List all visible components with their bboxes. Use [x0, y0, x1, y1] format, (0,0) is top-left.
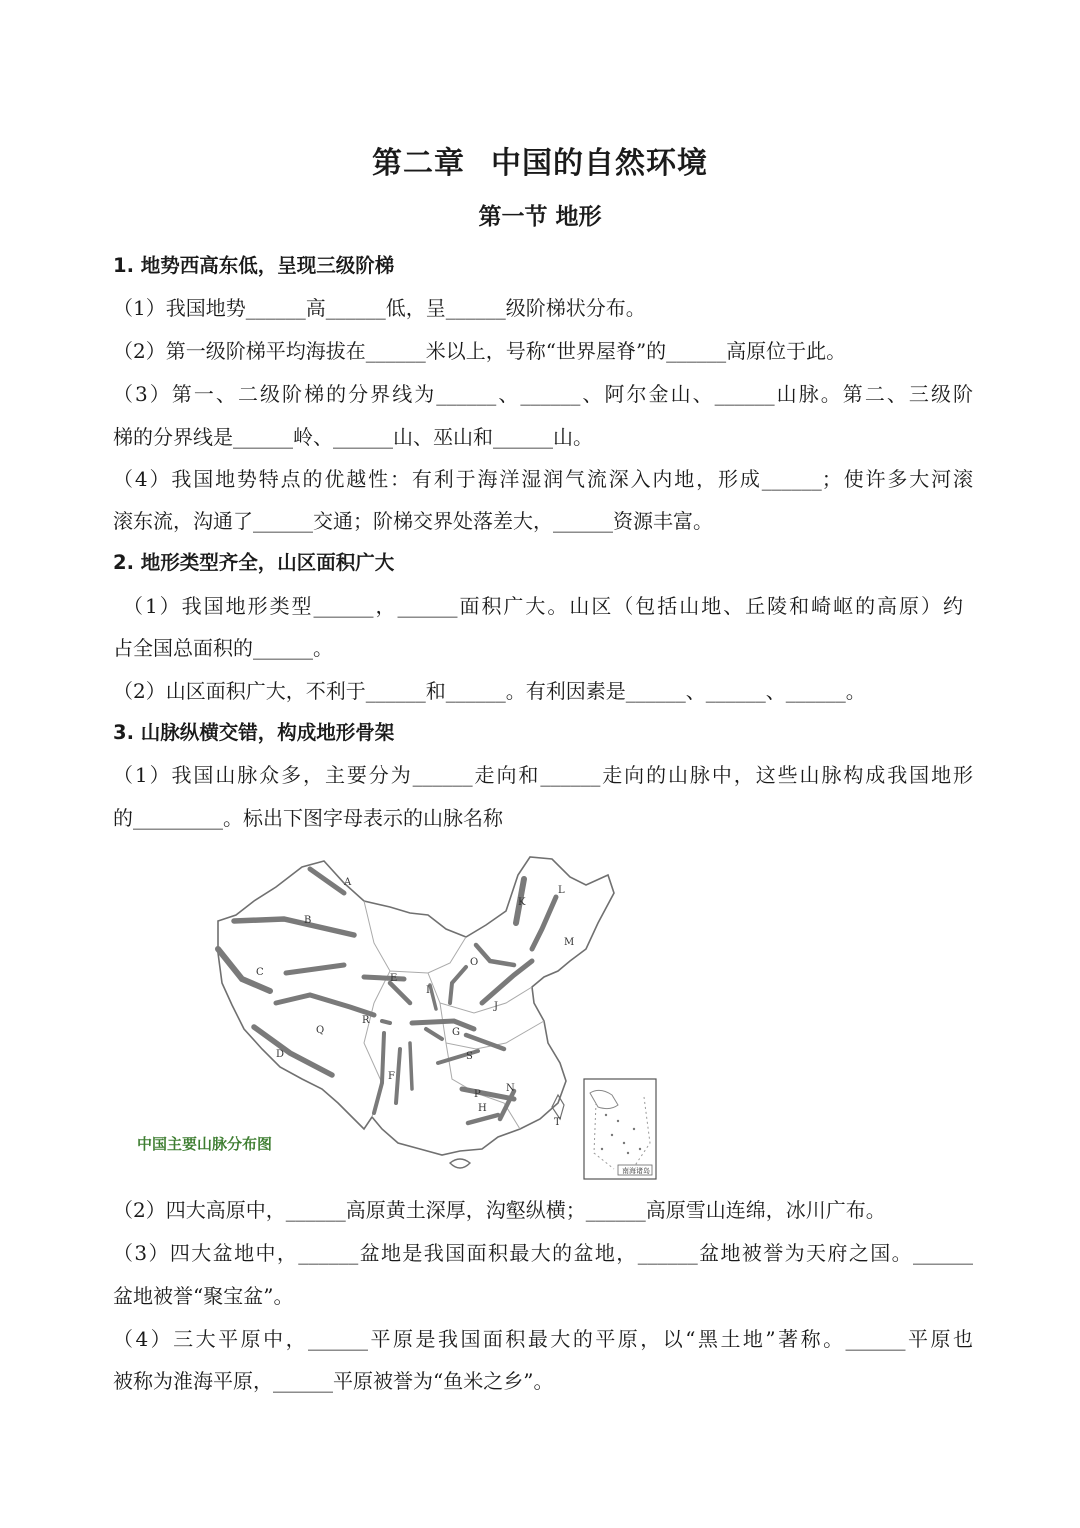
china-map-outline: [214, 853, 658, 1181]
question-line: （1）我国山脉众多，主要分为______走向和______走向的山脉中，这些山脉构成我国地形: [113, 763, 973, 787]
map-label-e: E: [390, 973, 398, 984]
question-line: 盆地被誉“聚宝盆”。: [113, 1284, 294, 1308]
map-caption: 中国主要山脉分布图: [137, 1135, 273, 1153]
question-line: （2）第一级阶梯平均海拔在______米以上，号称“世界屋脊”的______高原位于此。: [113, 339, 847, 363]
question-line: 占全国总面积的______。: [113, 636, 333, 660]
map-label-d: D: [276, 1049, 285, 1060]
question-line: 滚东流，沟通了______交通；阶梯交界处落差大，______资源丰富。: [113, 509, 713, 533]
question-line: （3）四大盆地中，______盆地是我国面积最大的盆地，______盆地被誉为天府之国。______: [113, 1241, 973, 1265]
map-label-a: A: [344, 877, 352, 888]
question-line: 梯的分界线是______岭、______山、巫山和______山。: [113, 425, 593, 449]
section-title: 第一节 地形: [478, 204, 602, 230]
question-line: （2）四大高原中，______高原黄土深厚，沟壑纵横；______高原雪山连绵，冰川广布。: [113, 1198, 886, 1222]
map-label-f: F: [388, 1071, 395, 1082]
map-label-h: H: [478, 1103, 487, 1114]
map-label-r: R: [362, 1015, 370, 1026]
question-line: （4）我国地势特点的优越性：有利于海洋湿润气流深入内地，形成______；使许多大河滚: [113, 467, 973, 491]
question-line: （1）我国地势______高______低，呈______级阶梯状分布。: [113, 296, 646, 320]
map-label-j: J: [494, 1001, 499, 1012]
map-label-n: N: [506, 1083, 515, 1094]
map-label-q: Q: [316, 1025, 325, 1036]
map-label-l: L: [558, 885, 565, 896]
question-line: （4）三大平原中，______平原是我国面积最大的平原，以“黑土地”著称。______平原也: [113, 1327, 973, 1351]
question-line: （2）山区面积广大，不利于______和______。有利因素是______、______、______。: [113, 679, 866, 703]
mountain-map: [214, 853, 658, 1181]
chapter-number: 第二章: [372, 146, 465, 181]
south-sea-inset: [584, 1079, 656, 1179]
question-line: （3）第一、二级阶梯的分界线为______、______、阿尔金山、______山脉。第二、三级阶: [113, 382, 973, 406]
map-label-c: C: [256, 967, 264, 978]
chapter-title: [0, 138, 1080, 182]
map-label-t: T: [554, 1117, 561, 1128]
map-label-g: G: [452, 1027, 460, 1038]
map-label-o: O: [470, 957, 479, 968]
map-label-m: M: [564, 937, 575, 948]
question-line: 的_________。标出下图字母表示的山脉名称: [113, 806, 503, 830]
heading-2: 2. 地形类型齐全，山区面积广大: [113, 551, 395, 574]
map-label-b: B: [304, 915, 312, 926]
question-line: 被称为淮海平原，______平原被誉为“鱼米之乡”。: [113, 1369, 554, 1393]
chapter-name: 中国的自然环境: [491, 146, 708, 181]
map-label-k: K: [518, 897, 526, 908]
heading-3: 3. 山脉纵横交错，构成地形骨架: [113, 721, 395, 744]
map-label-i: I: [426, 985, 430, 996]
heading-1: 1. 地势西高东低，呈现三级阶梯: [113, 254, 395, 277]
inset-caption: 南海诸岛: [622, 1167, 650, 1175]
map-label-s: S: [466, 1051, 473, 1062]
map-label-p: P: [474, 1089, 481, 1100]
question-line: （1）我国地形类型______，______面积广大。山区（包括山地、丘陵和崎岖的高原）约: [123, 594, 963, 618]
